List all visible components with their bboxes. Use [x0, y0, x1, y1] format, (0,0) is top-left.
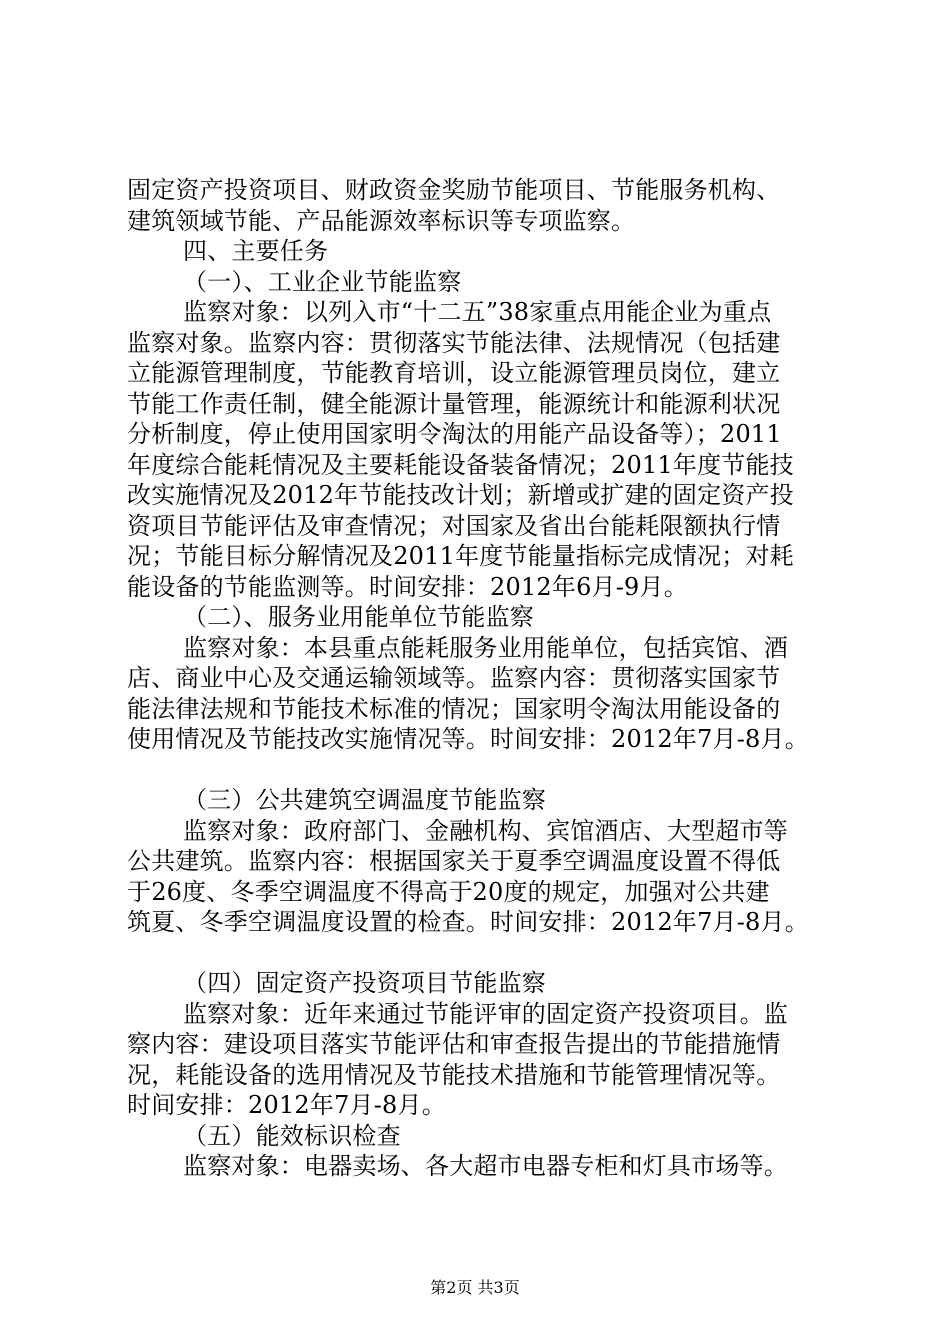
paragraph-line: 店、商业中心及交通运输领域等。监察内容：贯彻落实国家节: [127, 664, 781, 692]
paragraph-line: 建筑领域节能、产品能源效率标识等专项监察。: [127, 206, 636, 235]
subsection-heading: （二）、服务业用能单位节能监察: [183, 603, 534, 631]
paragraph-line: 分析制度，停止使用国家明令淘汰的用能产品设备等）；2011: [127, 420, 782, 448]
paragraph-line: 使用情况及节能技改实施情况等。时间安排：2012年7月-8月。: [127, 725, 809, 753]
subsection-heading: （三）公共建筑空调温度节能监察: [183, 786, 546, 814]
paragraph-line: 监察对象。监察内容：贯彻落实节能法律、法规情况（包括建: [127, 328, 781, 357]
paragraph-line: 公共建筑。监察内容：根据国家关于夏季空调温度设置不得低: [127, 847, 781, 875]
page-footer: 第2页 共3页: [430, 1278, 520, 1297]
paragraph-line: 于26度、冬季空调温度不得高于20度的规定，加强对公共建: [127, 877, 770, 906]
paragraph-line: 筑夏、冬季空调温度设置的检查。时间安排：2012年7月-8月。: [127, 908, 809, 936]
paragraph-line: 能法律法规和节能技术标准的情况；国家明令淘汰用能设备的: [127, 694, 781, 723]
paragraph-line: 改实施情况及2012年节能技改计划；新增或扩建的固定资产投: [127, 481, 794, 509]
paragraph-line: 况；节能目标分解情况及2011年度节能量指标完成情况；对耗: [127, 542, 794, 570]
paragraph-line: 监察对象：本县重点能耗服务业用能单位，包括宾馆、酒: [183, 633, 788, 662]
paragraph-line: 察内容：建设项目落实节能评估和审查报告提出的节能措施情: [127, 1030, 781, 1058]
subsection-heading: （四）固定资产投资项目节能监察: [183, 969, 546, 997]
paragraph-line: 监察对象：政府部门、金融机构、宾馆酒店、大型超市等: [183, 816, 788, 845]
paragraph-line: 监察对象：近年来通过节能评审的固定资产投资项目。监: [183, 999, 788, 1028]
paragraph-line: 固定资产投资项目、财政资金奖励节能项目、节能服务机构、: [127, 176, 781, 204]
section-heading: 四、主要任务: [183, 237, 329, 265]
paragraph-line: 资项目节能评估及审查情况；对国家及省出台能耗限额执行情: [127, 511, 781, 540]
paragraph-line: 立能源管理制度，节能教育培训，设立能源管理员岗位，建立: [127, 359, 781, 387]
paragraph-line: 能设备的节能监测等。时间安排：2012年6月-9月。: [127, 572, 688, 601]
paragraph-line: 时间安排：2012年7月-8月。: [127, 1091, 446, 1119]
paragraph-line: 年度综合能耗情况及主要耗能设备装备情况；2011年度节能技: [127, 450, 794, 479]
paragraph-line: 况，耗能设备的选用情况及节能技术措施和节能管理情况等。: [127, 1060, 781, 1089]
blank-line: [127, 755, 857, 786]
document-body: [127, 175, 857, 1182]
blank-line: [127, 938, 857, 969]
subsection-heading: （一）、工业企业节能监察: [183, 267, 462, 296]
paragraph-line: 监察对象：电器卖场、各大超市电器专柜和灯具市场等。: [183, 1152, 788, 1180]
paragraph-line: 监察对象：以列入市“十二五”38家重点用能企业为重点: [183, 298, 772, 326]
subsection-heading: （五）能效标识检查: [183, 1121, 401, 1150]
paragraph-line: 节能工作责任制，健全能源计量管理，能源统计和能源利状况: [127, 389, 781, 418]
